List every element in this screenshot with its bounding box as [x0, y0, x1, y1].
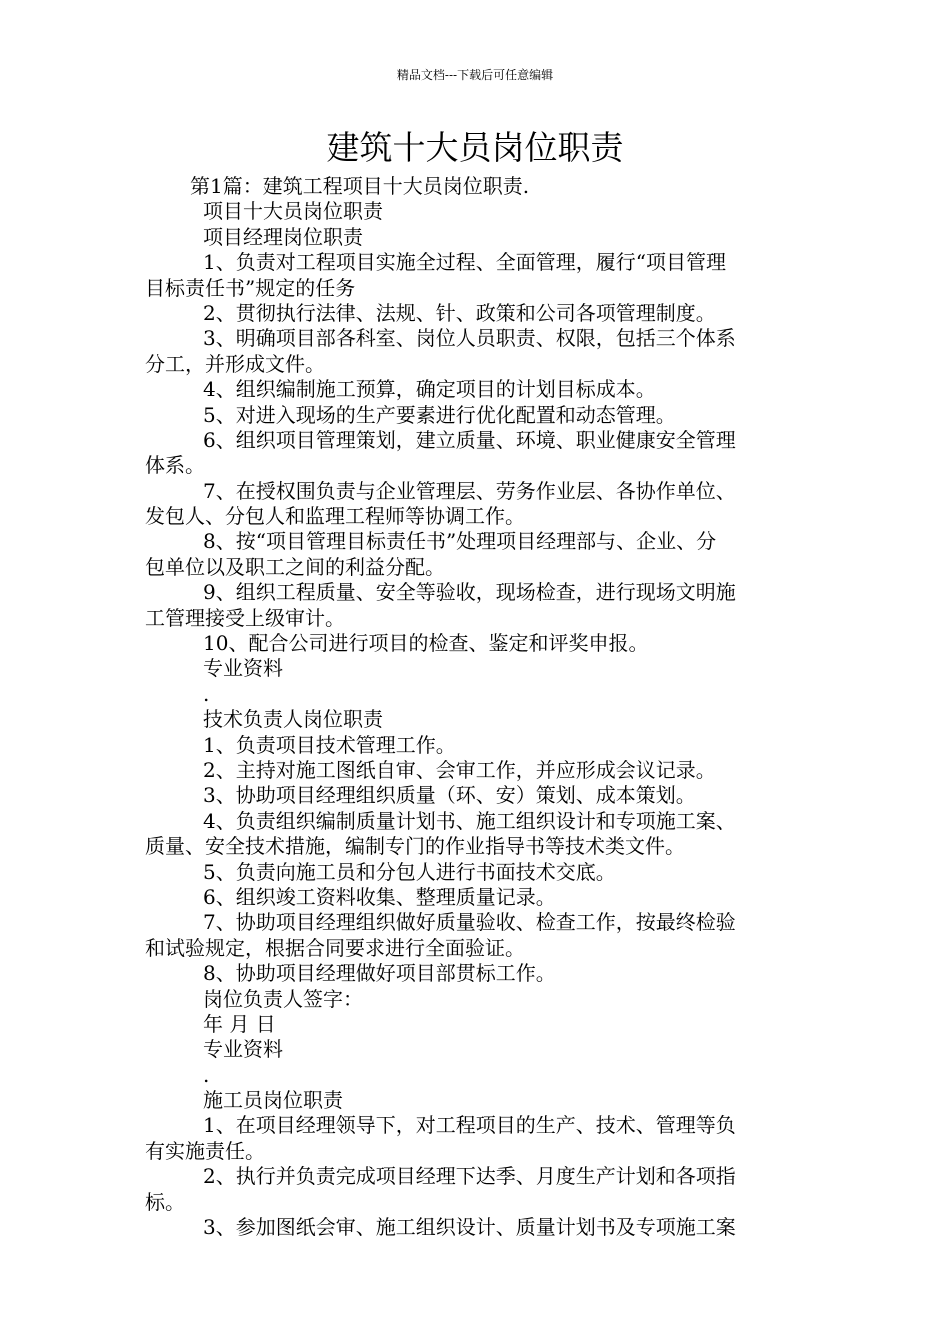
text-line: 7、协助项目经理组织做好质量验收、检查工作，按最终检验 [203, 910, 736, 935]
text-line: 施工员岗位职责 [203, 1088, 343, 1113]
text-line: 目标责任书”规定的任务 [145, 275, 356, 300]
text-line: 工管理接受上级审计。 [145, 605, 345, 630]
page-header: 精品文档---下载后可任意编辑 [396, 68, 554, 82]
text-line: 质量、安全技术措施，编制专门的作业指导书等技术类文件。 [145, 834, 685, 859]
text-line: 1、在项目经理领导下，对工程项目的生产、技术、管理等负 [203, 1113, 736, 1138]
text-line: 岗位负责人签字： [203, 986, 363, 1011]
text-line: 7、在授权围负责与企业管理层、劳务作业层、各协作单位、 [203, 478, 736, 503]
document-title: 建筑十大员岗位职责 [326, 128, 624, 167]
text-line: 专业资料 [203, 1037, 283, 1062]
text-line: 和试验规定，根据合同要求进行全面验证。 [145, 935, 525, 960]
text-line: 6、组织竣工资料收集、整理质量记录。 [203, 884, 556, 909]
text-line: 技术负责人岗位职责 [203, 707, 383, 732]
text-line: 分工，并形成文件。 [145, 351, 325, 376]
text-line: 3、协助项目经理组织质量（环、安）策划、成本策划。 [203, 783, 696, 808]
text-line: 3、明确项目部各科室、岗位人员职责、权限，包括三个体系 [203, 326, 736, 351]
text-line: 1、负责对工程项目实施全过程、全面管理，履行“项目管理 [203, 250, 726, 275]
text-line: . [203, 681, 210, 706]
text-line: 发包人、分包人和监理工程师等协调工作。 [145, 504, 525, 529]
text-line: 9、组织工程质量、安全等验收，现场检查，进行现场文明施 [203, 580, 736, 605]
text-line: 2、贯彻执行法律、法规、针、政策和公司各项管理制度。 [203, 300, 716, 325]
text-line: 项目十大员岗位职责 [203, 199, 383, 224]
text-line: 5、负责向施工员和分包人进行书面技术交底。 [203, 859, 616, 884]
text-line: 标。 [145, 1189, 185, 1214]
text-line: 10、配合公司进行项目的检查、鉴定和评奖申报。 [203, 631, 649, 656]
text-line: 1、负责项目技术管理工作。 [203, 732, 456, 757]
text-line: 包单位以及职工之间的利益分配。 [145, 554, 445, 579]
text-line: 第1篇：建筑工程项目十大员岗位职责. [190, 174, 530, 198]
text-line: 年 月 日 [203, 1011, 276, 1036]
text-line: 3、参加图纸会审、施工组织设计、质量计划书及专项施工案 [203, 1215, 736, 1240]
text-line: 专业资料 [203, 656, 283, 681]
text-line: 有实施责任。 [145, 1138, 265, 1163]
text-line: 体系。 [145, 453, 205, 478]
text-line: 4、负责组织编制质量计划书、施工组织设计和专项施工案、 [203, 808, 736, 833]
text-line: 项目经理岗位职责 [203, 224, 363, 249]
text-line: 8、协助项目经理做好项目部贯标工作。 [203, 961, 556, 986]
document-body [145, 174, 810, 1240]
text-line: . [203, 1062, 210, 1087]
text-line: 5、对进入现场的生产要素进行优化配置和动态管理。 [203, 402, 676, 427]
text-line: 2、执行并负责完成项目经理下达季、月度生产计划和各项指 [203, 1164, 736, 1189]
text-line: 2、主持对施工图纸自审、会审工作，并应形成会议记录。 [203, 757, 716, 782]
text-line: 6、组织项目管理策划，建立质量、环境、职业健康安全管理 [203, 427, 736, 452]
text-line: 4、组织编制施工预算，确定项目的计划目标成本。 [203, 377, 656, 402]
text-line: 8、按“项目管理目标责任书”处理项目经理部与、企业、分 [203, 529, 717, 554]
